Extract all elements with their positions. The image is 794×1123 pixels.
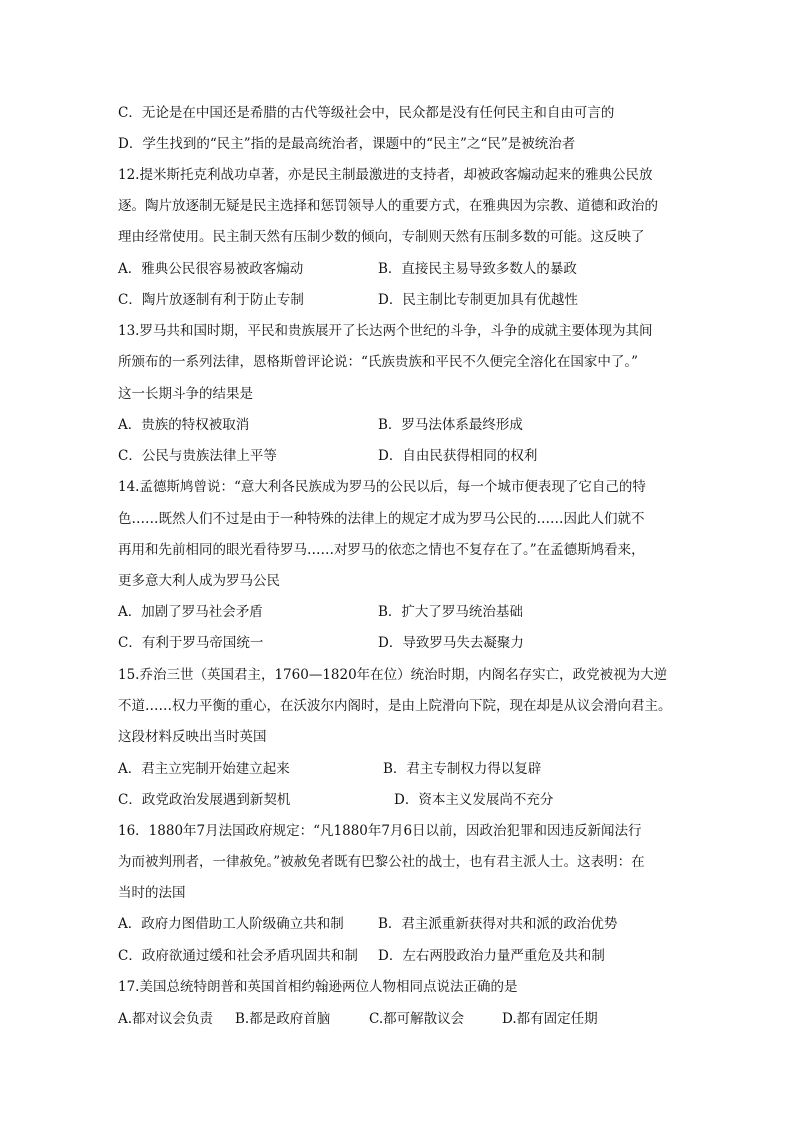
q12-stem-line-2: 逐。陶片放逐制无疑是民主选择和惩罚领导人的重要方式，在雅典因为宗教、道德和政治的 xyxy=(118,198,658,214)
q15-stem-line-2: 不道……权力平衡的重心，在沃波尔内阁时，是由上院滑向下院，现在却是从议会滑向君主。 xyxy=(118,698,672,714)
q14-option-b: B．扩大了罗马统治基础 xyxy=(378,604,523,620)
q14-stem-line-3: 再用和先前相同的眼光看待罗马……对罗马的依恋之情也不复存在了。”在孟德斯鸠看来， xyxy=(118,542,645,558)
q12-option-c: C．陶片放逐制有利于防止专制 xyxy=(118,292,304,308)
q16-option-a: A．政府力图借助工人阶级确立共和制 xyxy=(118,916,344,932)
q17-option-d: D.都有固定任期 xyxy=(502,1011,598,1027)
q17-option-a: A.都对议会负责 xyxy=(118,1011,214,1027)
q16-stem-line-3: 当时的法国 xyxy=(118,885,186,901)
q13-stem-line-2: 所颁布的一系列法律，恩格斯曾评论说：“氏族贵族和平民不久便完全溶化在国家中了。” xyxy=(118,354,639,370)
q12-option-a: A．雅典公民很容易被政客煽动 xyxy=(118,261,304,277)
q15-stem-line-1: 15.乔治三世（英国君主，1760—1820年在位）统治时期，内阁名存实亡，政党被视为大逆 xyxy=(118,667,668,683)
q15-option-d: D．资本主义发展尚不充分 xyxy=(394,792,554,808)
q13-option-a: A．贵族的特权被取消 xyxy=(118,417,250,433)
q13-option-c: C．公民与贵族法律上平等 xyxy=(118,448,277,464)
q16-stem-line-2: 为而被判刑者，一律赦免。”被赦免者既有巴黎公社的战士，也有君主派人士。这表明：在 xyxy=(118,854,645,870)
q16-option-b: B．君主派重新获得对共和派的政治优势 xyxy=(378,916,618,932)
q12-stem-line-3: 理由经常使用。民主制天然有压制少数的倾向，专制则天然有压制多数的可能。这反映了 xyxy=(118,229,645,245)
q12-stem-line-1: 12.提米斯托克利战功卓著，亦是民主制最激进的支持者，却被政客煽动起来的雅典公民放 xyxy=(118,167,653,183)
q14-option-d: D．导致罗马失去凝聚力 xyxy=(378,635,524,651)
q14-stem-line-4: 更多意大利人成为罗马公民 xyxy=(118,573,280,589)
q14-stem-line-1: 14.孟德斯鸠曾说：“意大利各民族成为罗马的公民以后，每一个城市便表现了它自己的特 xyxy=(118,479,646,495)
q11-option-d: D．学生找到的“民主”指的是最高统治者，课题中的“民主”之“民”是被统治者 xyxy=(118,136,576,152)
q15-stem-line-3: 这段材料反映出当时英国 xyxy=(118,729,267,745)
q16-option-d: D．左右两股政治力量严重危及共和制 xyxy=(378,948,605,964)
q12-option-b: B．直接民主易导致多数人的暴政 xyxy=(378,261,577,277)
q13-option-d: D．自由民获得相同的权利 xyxy=(378,448,538,464)
q13-stem-line-1: 13.罗马共和国时期，平民和贵族展开了长达两个世纪的斗争，斗争的成就主要体现为其间 xyxy=(118,323,653,339)
q17-option-b: B.都是政府首脑 xyxy=(235,1011,331,1027)
q17-option-c: C.都可解散议会 xyxy=(369,1011,465,1027)
q15-option-c: C．政党政治发展遇到新契机 xyxy=(118,792,291,808)
q14-option-a: A．加剧了罗马社会矛盾 xyxy=(118,604,263,620)
q12-option-d: D．民主制比专制更加具有优越性 xyxy=(378,292,578,308)
q16-option-c: C．政府欲通过缓和社会矛盾巩固共和制 xyxy=(118,948,358,964)
q14-stem-line-2: 色……既然人们不过是由于一种特殊的法律上的规定才成为罗马公民的……因此人们就不 xyxy=(118,511,645,527)
q16-stem-line-1: 16．1880年7月法国政府规定：“凡1880年7月6日以前，因政治犯罪和因违反新闻法行 xyxy=(118,823,642,839)
q13-stem-line-3: 这一长期斗争的结果是 xyxy=(118,386,253,402)
q17-stem: 17.美国总统特朗普和英国首相约翰逊两位人物相同点说法正确的是 xyxy=(118,979,518,995)
q13-option-b: B．罗马法体系最终形成 xyxy=(378,417,523,433)
q15-option-a: A．君主立宪制开始建立起来 xyxy=(118,761,290,777)
q14-option-c: C．有利于罗马帝国统一 xyxy=(118,635,264,651)
q15-option-b: B．君主专制权力得以复辟 xyxy=(383,761,542,777)
q11-option-c: C．无论是在中国还是希腊的古代等级社会中，民众都是没有任何民主和自由可言的 xyxy=(118,105,615,121)
